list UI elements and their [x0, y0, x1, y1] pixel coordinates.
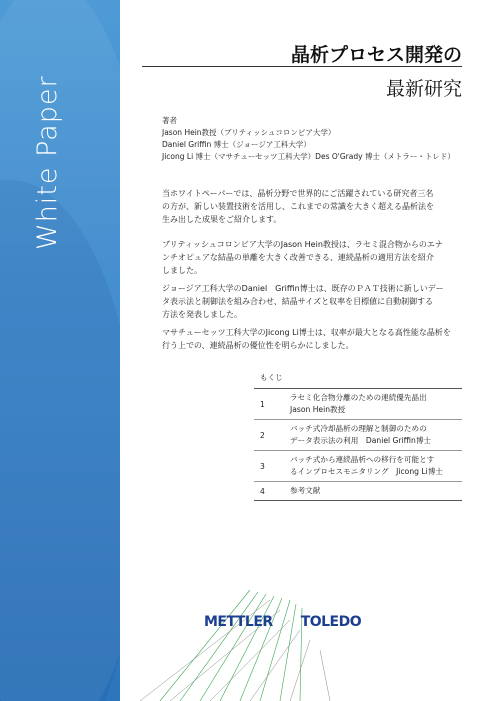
mettler-toledo-logo — [204, 614, 361, 630]
text-line: タ表示法と制御法を組み合わせ、結晶サイズと収率を目標値に自動制御する — [162, 297, 434, 306]
toc-text-line: バッチ式冷却晶析の理解と制御のための — [290, 424, 427, 433]
page-title-line2: 最新研究 — [385, 78, 462, 100]
logo-left-text: METTLER — [204, 614, 273, 630]
toc-text-line: バッチ式から連続晶析への移行を可能とす — [290, 455, 435, 464]
text-line: 生み出した成果をご紹介します。 — [162, 215, 282, 224]
toc-number: 2 — [260, 430, 265, 440]
text-line: の方が、新しい装置技術を活用し、これまでの常識を大きく超える晶析法を — [162, 202, 434, 211]
toc-number: 4 — [260, 486, 265, 496]
author-line: Jason Hein教授（ブリティッシュコロンビア大学） — [162, 128, 336, 137]
authors-block — [162, 115, 455, 163]
text-line: ブリティッシュコロンビア大学のJason Hein教授は、ラセミ混合物からのエナ — [162, 240, 443, 249]
toc-text-line: データ表示法の利用 Daniel Griffin博士 — [290, 436, 432, 445]
toc-number: 1 — [260, 399, 265, 409]
page-title-line1: 晶析プロセス開発の — [290, 44, 462, 66]
toc-text-line: 参考文献 — [290, 486, 321, 495]
author-line: Daniel Griffin 博士（ジョージア工科大学） — [162, 140, 311, 149]
hein-paragraph — [162, 238, 462, 277]
toc-heading: もくじ — [254, 368, 462, 389]
logo-right-text: TOLEDO — [300, 614, 362, 630]
li-paragraph — [162, 326, 462, 352]
text-line: しました。 — [162, 266, 202, 275]
toc-row — [254, 420, 462, 451]
authors-heading: 著者 — [162, 116, 177, 125]
toc-number: 3 — [260, 461, 265, 471]
toc-row — [254, 389, 462, 420]
decorative-lines-graphic — [120, 580, 370, 701]
text-line: 当ホワイトペーパーでは、晶析分野で世界的にご活躍されている研究者三名 — [162, 189, 434, 198]
toc-text-line: Jason Hein教授 — [290, 405, 346, 414]
sidebar-band — [0, 0, 120, 701]
text-line: ンチオピュアな結晶の単離を大きく改善できる、連続晶析の適用方法を紹介 — [162, 253, 434, 262]
table-of-contents — [254, 368, 462, 501]
toc-text-line: るインプロセスモニタリング Jicong Li博士 — [290, 467, 443, 476]
intro-paragraph — [162, 187, 462, 226]
text-line: マサチューセッツ工科大学のJicong Li博士は、収率が最大となる高性能な晶析を — [162, 328, 451, 337]
title-divider — [142, 66, 462, 67]
text-line: 行う上での、連続晶析の優位性を明らかにしました。 — [162, 341, 354, 350]
text-line: ジョージア工科大学のDaniel Griffin博士は、既存のＰＡＴ技術に新しいデー — [162, 284, 444, 293]
griffin-paragraph — [162, 282, 462, 321]
text-line: 方法を発表しました。 — [162, 310, 242, 319]
author-line: Jicong Li 博士（マサチューセッツ工科大学）Des O'Grady 博士（メトラー・トレド） — [162, 152, 455, 161]
sidebar-label: White Paper — [32, 75, 63, 250]
toc-row — [254, 451, 462, 482]
toc-text-line: ラセミ化合物分離のための連続優先晶出 — [290, 393, 427, 402]
toc-row — [254, 482, 462, 501]
